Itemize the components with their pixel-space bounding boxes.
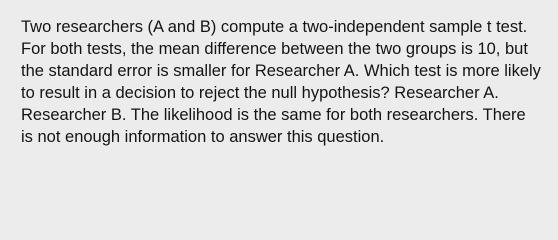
- question-text: Two researchers (A and B) compute a two-independent sample t test. For both tests, the mean difference between the two groups is 10, but the standard error is smaller for Researcher A. Which test is more likely to result in a decision to reject the null hypothesis? Researcher A. Researcher B. The likelihood is the same for both researchers. There is not enough information to answer this question.: [21, 18, 541, 146]
